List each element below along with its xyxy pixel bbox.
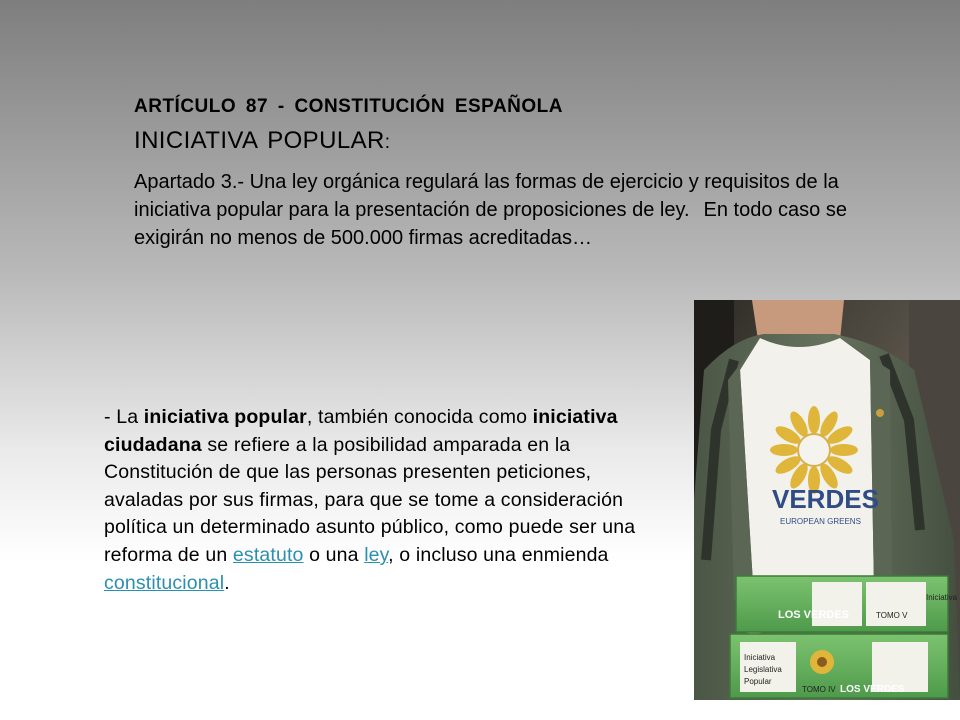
apartado-part1: Apartado 3.- Una ley orgánica regulará las formas de ejercicio y requisitos de la iniciativa popular para la presentación de proposiciones de ley. <box>134 171 839 221</box>
section-title <box>134 126 914 158</box>
box-bottom-title-3: Popular <box>744 677 772 686</box>
body-text <box>104 404 644 597</box>
photo-man-carrying-signature-boxes <box>694 300 960 700</box>
box-bottom-label: TOMO IV <box>802 685 836 694</box>
link-ley[interactable]: ley <box>364 543 389 566</box>
body-text2: se refiere a la posibilidad amparada en la Constitución de que las personas presenten peticiones, avaladas por sus firmas, para que se tome a consideración política un determinado asunto público, como puede ser una reforma de un <box>104 433 636 566</box>
link-estatuto[interactable]: estatuto <box>232 543 304 566</box>
section-title-colon: : <box>384 132 391 153</box>
article-header <box>134 92 914 252</box>
box-top-brand: LOS VERDES <box>778 609 849 621</box>
link-constitucional[interactable]: constitucional <box>104 571 225 594</box>
shirt-text: VERDES <box>772 484 879 514</box>
term-iniciativa-ciudadana: iniciativa ciudadana <box>104 406 618 456</box>
signature-box-top <box>736 576 958 632</box>
section-title-text: INICIATIVA POPULAR <box>134 127 385 154</box>
term-iniciativa-popular: iniciativa popular <box>143 406 307 428</box>
article-title: ARTÍCULO 87 - CONSTITUCIÓN ESPAÑOLA <box>134 96 563 117</box>
body-dash: - La <box>104 406 144 428</box>
body-text4: , o incluso una enmienda <box>388 543 609 566</box>
box-top-label: TOMO V <box>876 611 908 620</box>
shirt-subtext: EUROPEAN GREENS <box>780 517 861 526</box>
box-bottom-brand: LOS VERDES <box>840 684 905 695</box>
apartado-paragraph <box>134 168 899 252</box>
body-text5: . <box>224 571 230 594</box>
body-paragraph <box>104 404 644 597</box>
body-text1: , también conocida como <box>306 406 533 428</box>
apartado-part2: En todo caso se exigirán no menos de 500.000 firmas acreditadas… <box>134 199 847 249</box>
box-bottom-title-2: Legislativa <box>744 665 782 674</box>
body-text3: o una <box>303 543 365 566</box>
box-bottom-title-1: Iniciativa <box>744 653 776 662</box>
box-top-title: Iniciativa <box>926 593 958 602</box>
signature-box-bottom <box>730 634 948 698</box>
